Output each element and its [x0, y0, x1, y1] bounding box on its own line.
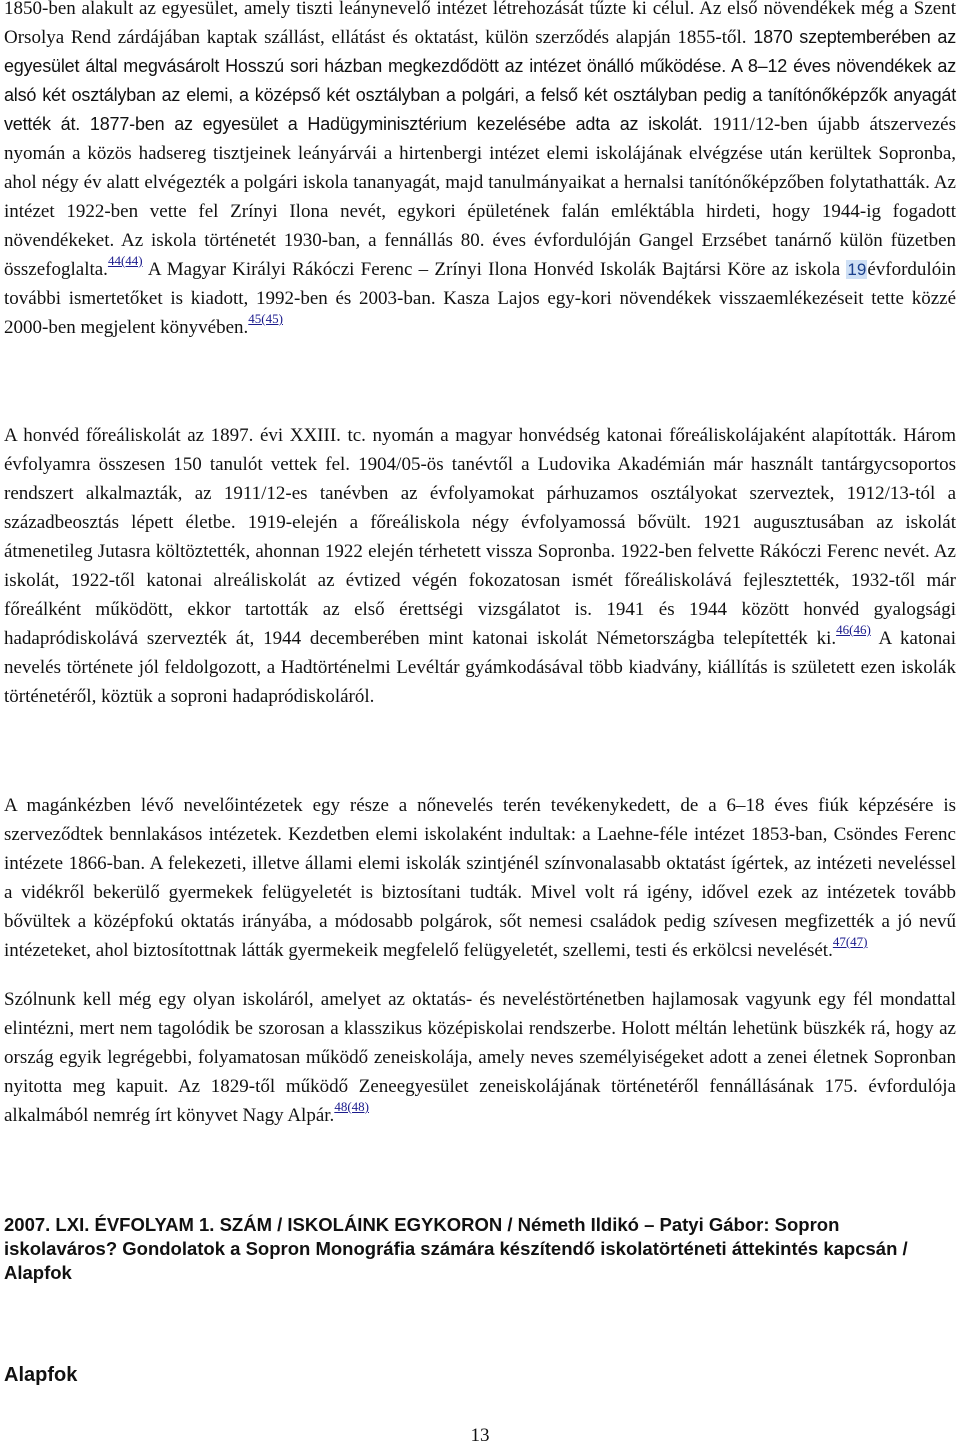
text-run: 1870 szeptemberében az egyesület által megvásárolt Hosszú sori házban megkezdődött az intézet önálló működése. A 8–12 éves növendékek az alsó két osztályban az elemi, a középső két osztályban a polgári, a felső két osztályban pedig a tanítónőképzők anyagát vették át. 1877-ben az egyesület a Hadügyminisztérium kezelésébe adta az iskolát.	[4, 27, 956, 134]
text-run: A honvéd főreáliskolát az 1897. évi XXIII. tc. nyomán a magyar honvédség katonai főreáliskolájaként alapították. Három évfolyamra összesen 150 tanulót vettek fel. 1904/05-ös tanévtől a Ludovika Akadémián már használt tantárgycsoportos rendszert alkalmazták, az 1911/12-es tanévben az évfolyamokat párhuzamos osztályokat szerveztek, 1912/13-tól a századbeosztás lépett életbe. 1919-elején a főreáliskola négy évfolyamossá bővült. 1921 augusztusában az iskolát átmenetileg Jutasra költöztették, ahonnan 1922 elején térhetett vissza Sopronba. 1922-ben felvette Rákóczi Ferenc nevét. Az iskolát, 1922-től katonai alreáliskolát az évtized végén fokozatosan ismét főreáliskolává fejlesztették, 1932-től már főreálként működött, ekkor tartották az első érettségi vizsgálatot is. 1941 és 1944 között honvéd gyalogsági hadapródiskolává szervezték át, 1944 decemberében mint katonai iskolát Németországba telepítették ki.	[4, 425, 956, 649]
paragraph-private-institutes	[4, 791, 956, 965]
page-marker: 19	[847, 260, 867, 279]
paragraph-music-school	[4, 985, 956, 1130]
footnote-link[interactable]: 48(48)	[334, 1099, 369, 1114]
footnote-link[interactable]: 44(44)	[107, 253, 143, 268]
article-title: 2007. LXI. ÉVFOLYAM 1. SZÁM / ISKOLÁINK EGYKORON / Németh Ildikó – Patyi Gábor: Sopron iskolaváros? Gondolatok a Sopron Monográfia számára készítendő iskolatörténeti áttekintés kapcsán / Alapfok	[4, 1214, 908, 1283]
footnote-link[interactable]: 47(47)	[832, 934, 868, 949]
text-run: 1850-ben alakult az egyesület, amely tiszti leánynevelő intézet létrehozását tűzte ki célul. Az első növendékek még a Szent Orsolya Rend zárdájában kaptak szállást, ellátást és oktatást, külön szerződés alapján 1855-től.	[4, 0, 956, 48]
footnote-link[interactable]: 45(45)	[248, 311, 283, 326]
text-run: A magánkézben lévő nevelőintézetek egy része a nőnevelés terén tevékenykedett, de a 6–18 éves fiúk képzésére is szerveződtek bennlakásos intézetek. Kezdetben elemi iskolaként indultak: a Laehne-féle intézet 1853-ban, Csöndes Ferenc intézete 1866-ban. A felekezeti, illetve állami elemi iskolák szintjénél színvonalasabb oktatást ígértek, az intézeti neveléssel a vidékről bekerülő gyermekek felügyeletét is biztosítani tudták. Mivel volt rá igény, idővel ezek az intézetek tovább bővültek a középfokú oktatás irányába, a módosabb polgárok, sőt nemesi családok pedig szívesen megfizették a jó nevű intézeteket, ahol biztosítottnak látták gyermekeik megfelelő felügyeletét, szellemi, testi és erkölcsi nevelését.	[4, 795, 956, 961]
text-run: 1911/12-ben újabb átszervezés nyomán a közös hadsereg tisztjeinek leányárvái a hirtenbergi intézet elemi iskolájának elvégzése után kerültek Sopronba, ahol négy év alatt elvégezték a polgári iskola tananyagát, majd tanulmányaikat a hernalsi tanítónőképzőben folytathatták. Az intézet 1922-ben vette fel Zrínyi Ilona nevét, egykori épületének falán emléktábla hirdeti, hogy 1944-ig fogadott növendékeket. Az iskola történetét 1930-ban, a fennállás 80. éves évfordulóján Gangel Erzsébet tanárnő külön füzetben összefoglalta.	[4, 114, 956, 280]
text-run: Szólnunk kell még egy olyan iskoláról, amelyet az oktatás- és neveléstörténetben hajlamosak vagyunk egy fél mondattal elintézni, mert nem tagolódik be szorosan a klasszikus középiskolai rendszerbe. Holott méltán lehetünk büszkék rá, hogy az ország egyik legrégebbi, folyamatosan működő zeneiskolája, amely neves személyiségeket adott a zenei életnek Sopronban nyitotta meg kapuit. Az 1829-től működő Zeneegyesület zeneiskolájának történetéről fennállásának 175. évfordulója alkalmából nemrég írt könyvet Nagy Alpár.	[4, 989, 956, 1126]
footnote-link[interactable]: 46(46)	[836, 622, 871, 637]
section-heading: Alapfok	[4, 1364, 78, 1386]
paragraph-military-school	[4, 421, 956, 711]
paragraph-girls-institute	[4, 0, 956, 342]
text-run: évfordulóin további ismertetőket is kiadott, 1992-ben és 2003-ban. Kasza Lajos egy-kori növendékek visszaemlékezéseit tette közzé 2000-ben megjelent könyvében.	[4, 259, 956, 338]
text-run: A katonai nevelés története jól feldolgozott, a Hadtörténelmi Levéltár gyámkodásával több kiadvány, kiállítás is született ezen iskolák történetéről, köztük a soproni hadapródiskoláról.	[4, 628, 956, 707]
text-run: A Magyar Királyi Rákóczi Ferenc – Zrínyi Ilona Honvéd Iskolák Bajtársi Köre az iskola	[142, 259, 847, 280]
page-number: 13	[470, 1425, 490, 1446]
